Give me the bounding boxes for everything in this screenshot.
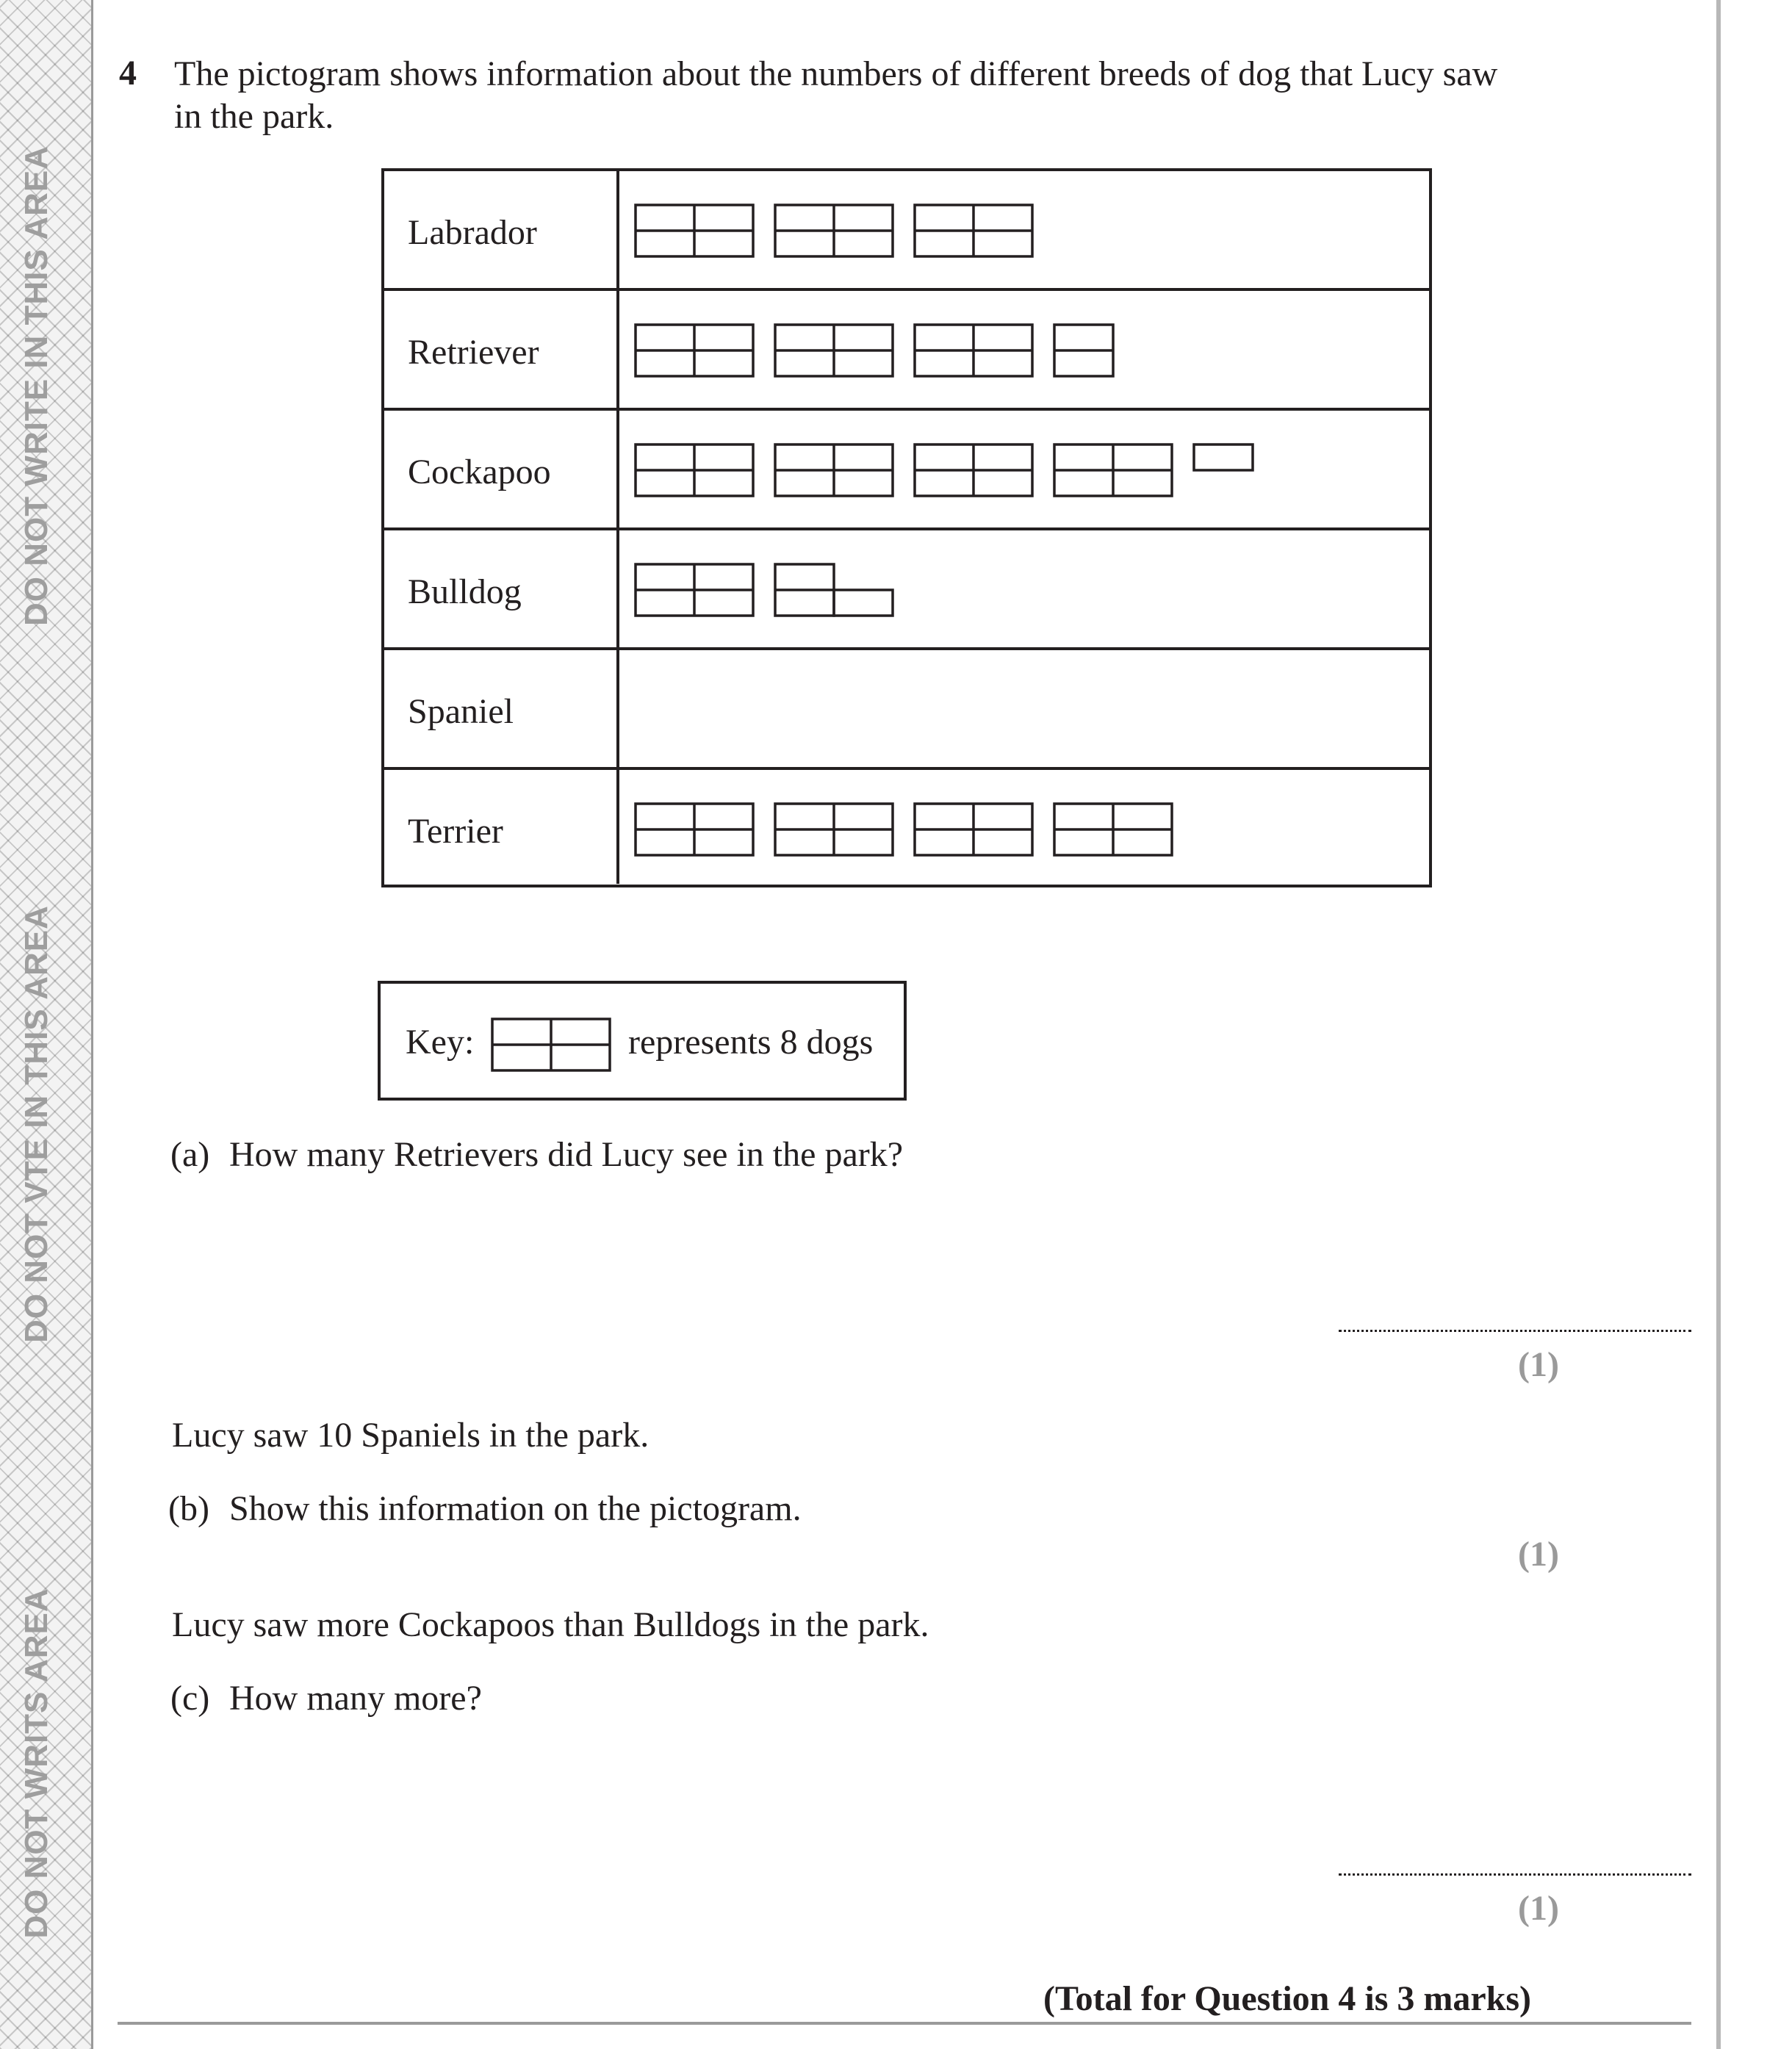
symbols-cell[interactable] — [622, 530, 1429, 647]
symbols-cell[interactable] — [622, 650, 1429, 767]
part-b-info: Lucy saw 10 Spaniels in the park. — [172, 1416, 649, 1455]
pictogram-row — [384, 530, 1429, 650]
breed-label: Labrador — [408, 213, 537, 252]
key-symbol-icon — [491, 1018, 611, 1072]
dog-symbol-icon — [636, 444, 753, 496]
dog-symbol-icon — [1054, 804, 1172, 855]
dog-symbol-icon — [915, 325, 1032, 376]
question-total: (Total for Question 4 is 3 marks) — [1043, 1979, 1532, 2018]
part-c-marks: (1) — [1518, 1889, 1559, 1928]
bottom-rule — [118, 2022, 1691, 2025]
part-a-letter: (a) — [170, 1135, 210, 1174]
part-c-answer-line[interactable] — [1339, 1873, 1691, 1876]
pictogram-row — [384, 171, 1429, 291]
dog-symbol-icon — [915, 205, 1032, 256]
dog-symbol-icon — [775, 804, 893, 855]
pictogram-table — [381, 168, 1432, 887]
breed-label: Cockapoo — [408, 453, 551, 491]
breed-cell — [384, 291, 619, 408]
dog-symbol-icon — [636, 205, 753, 256]
breed-label: Spaniel — [408, 692, 514, 731]
part-a-answer-line[interactable] — [1339, 1330, 1691, 1332]
part-c-letter: (c) — [170, 1679, 210, 1718]
breed-label: Bulldog — [408, 572, 522, 611]
margin-strip — [0, 0, 93, 2049]
dog-symbol-icon — [915, 804, 1032, 855]
breed-cell — [384, 650, 619, 767]
question-number: 4 — [119, 54, 137, 93]
symbols-drawing — [622, 650, 1429, 764]
pictogram-row — [384, 650, 1429, 770]
dog-symbol-icon — [636, 325, 753, 376]
part-b-question: Show this information on the pictogram. — [229, 1489, 802, 1528]
breed-cell — [384, 171, 619, 288]
dog-symbol-icon — [1054, 444, 1172, 496]
symbols-cell[interactable] — [622, 411, 1429, 527]
pictogram-key — [378, 981, 907, 1101]
symbols-cell[interactable] — [622, 291, 1429, 408]
dog-symbol-icon — [915, 444, 1032, 496]
part-b-marks: (1) — [1518, 1535, 1559, 1574]
symbols-drawing — [622, 530, 1429, 644]
question-stem: The pictogram shows information about the numbers of different breeds of dog that Lucy saw in the park. — [174, 54, 1498, 136]
margin-warning-label-bottom: DO NOT WRITS AREA — [18, 1588, 54, 1939]
part-c-question: How many more? — [229, 1679, 482, 1718]
partial-dog-symbol-icon — [775, 564, 893, 616]
dog-symbol-icon — [636, 804, 753, 855]
pictogram-row — [384, 411, 1429, 530]
margin-warning-label-top: DO NOT WRITE IN THIS AREA — [18, 145, 54, 627]
breed-cell — [384, 411, 619, 527]
key-text: represents 8 dogs — [628, 1023, 874, 1062]
margin-warning-label-middle: DO NOT VTE IN THIS AREA — [18, 905, 54, 1343]
partial-dog-symbol-icon — [1054, 325, 1113, 376]
key-label: Key: — [406, 1023, 475, 1062]
symbols-cell[interactable] — [622, 171, 1429, 288]
symbols-drawing — [622, 411, 1429, 525]
part-a-question: How many Retrievers did Lucy see in the park? — [229, 1135, 904, 1174]
symbols-drawing — [622, 770, 1429, 884]
breed-cell — [384, 770, 619, 884]
dog-symbol-icon — [775, 444, 893, 496]
symbols-cell[interactable] — [622, 770, 1429, 884]
pictogram-row — [384, 291, 1429, 411]
partial-dog-symbol-icon — [1194, 444, 1253, 470]
dog-symbol-icon — [775, 205, 893, 256]
breed-label: Retriever — [408, 333, 539, 372]
symbols-drawing — [622, 291, 1429, 405]
right-border-rule — [1716, 0, 1721, 2049]
pictogram-row — [384, 770, 1429, 884]
symbols-drawing — [622, 171, 1429, 285]
dog-symbol-icon — [775, 325, 893, 376]
part-a-marks: (1) — [1518, 1345, 1559, 1384]
breed-label: Terrier — [408, 812, 503, 851]
dog-symbol-icon — [636, 564, 753, 616]
part-c-info: Lucy saw more Cockapoos than Bulldogs in the park. — [172, 1605, 929, 1644]
part-b-letter: (b) — [168, 1489, 209, 1528]
breed-cell — [384, 530, 619, 647]
